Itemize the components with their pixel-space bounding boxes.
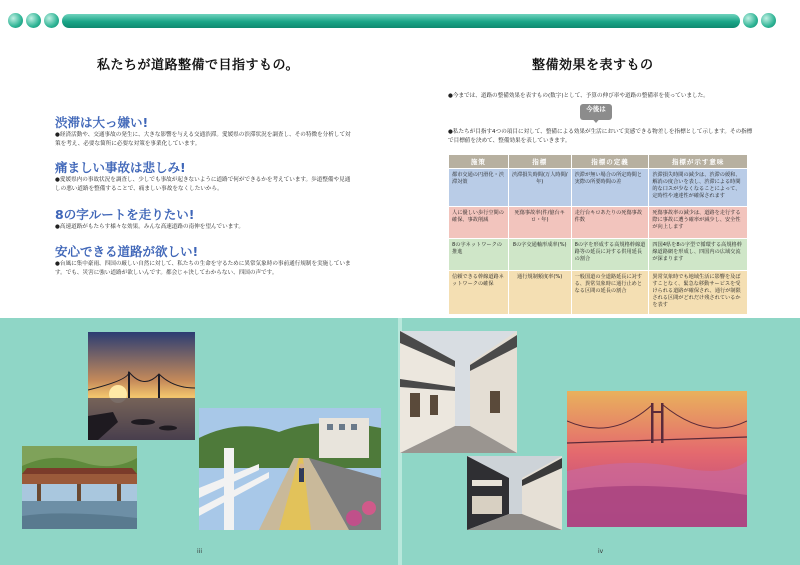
table-row bbox=[449, 169, 748, 207]
section-text-figure8-route: ●高速道路がもたらす様々な効果。みんな高速道路の南伸を望んでいます。 bbox=[55, 224, 245, 230]
old-town-street-photo bbox=[400, 331, 517, 453]
table-cell: 死傷事故率の減少は、道路を走行する際に事故に遭う確率が減少し、安全性が向上します bbox=[649, 207, 748, 239]
section-heading-accidents: 痛ましい事故は悲しみ! bbox=[55, 160, 186, 175]
misty-suspension-bridge-photo bbox=[567, 391, 747, 527]
table-header-indicator: 指標 bbox=[508, 155, 571, 169]
effectiveness-indicator-table bbox=[448, 154, 748, 315]
table-cell: 通行規制頻度率(%) bbox=[508, 271, 571, 315]
old-town-street-photo-2 bbox=[467, 456, 562, 530]
right-page-title: 整備効果を表すもの bbox=[532, 58, 654, 73]
table-cell: 四国4県を8の字型で循環する高規格幹線道路網を形成し、四国内の広域交流が深まります bbox=[649, 239, 748, 271]
header-decoration-bar bbox=[0, 0, 800, 36]
table-header-definition: 指標の定義 bbox=[571, 155, 649, 169]
table-cell: 渋滞損失時間の減少は、渋滞の緩和、解消の度合いを表し、渋滞による時間的な口スが少なくなることによって、定時性や速達性が確保されます bbox=[649, 169, 748, 207]
circle-ornament-icon bbox=[44, 13, 59, 28]
section-text-safe-roads: ●台風に集中豪雨、四国の厳しい自然に対して、私たちの生命を守るために異常気象時の事前通行規制を実施しています。でも、災害に強い道路が欲しいんです。都会じゃ決してわからない、四国の声です。 bbox=[55, 261, 351, 276]
section-text-accidents: ●愛媛県内の事故状況を調査し、少しでも事故が起きないように道路で何ができるかを考えています。歩道整備や見通しの悪い道路を整備することで、痛ましい事故をなくしたいから。 bbox=[55, 177, 351, 192]
table-header-measure: 施策 bbox=[449, 155, 509, 169]
intro-text: ●今までは、道路の整備効果を表すもの(数字)として、予算の伸び率や道路の整備率を使っていました。 bbox=[448, 93, 709, 99]
table-cell: 信頼できる幹線道路ネットワークの確保 bbox=[449, 271, 509, 315]
table-cell: 渋滞損失時間(万人時間/年) bbox=[508, 169, 571, 207]
table-cell: 走行台キロあたりの死傷事故件数 bbox=[571, 207, 649, 239]
table-row bbox=[449, 239, 748, 271]
table-header-meaning: 指標が示す意味 bbox=[649, 155, 748, 169]
page-number-right: iv bbox=[598, 548, 604, 555]
section-text-congestion: ●経済活動や、交通事故の発生に、大きな影響を与える交通渋滞。愛媛県の渋滞状況を調査し、その特徴を分析して対策を考え、必要な箇所に必要な対策を事業化しています。 bbox=[55, 132, 351, 147]
table-cell: 8の字を形成する高規格幹線道路等の延長に対する供用延長の割合 bbox=[571, 239, 649, 271]
circle-ornament-icon bbox=[761, 13, 776, 28]
table-cell: 人に優しい歩行空間の確保、事故削減 bbox=[449, 207, 509, 239]
table-cell: 8の字交通軸形成率(%) bbox=[508, 239, 571, 271]
table-cell: 都市交通の円滑化・渋滞対策 bbox=[449, 169, 509, 207]
left-page-title: 私たちが道路整備で目指すもの。 bbox=[97, 58, 299, 73]
wooden-bridge-photo bbox=[22, 446, 137, 529]
section-heading-figure8-route: 8の字ルートを走りたい! bbox=[55, 207, 195, 222]
table-cell: 死傷事故率(件/億台キロ・年) bbox=[508, 207, 571, 239]
table-cell: 渋滞が無い場合の所定時間と実際の所要時間の差 bbox=[571, 169, 649, 207]
table-cell: 一般国道の全道路延長に対する、異常気象時に通行止めとなる区間の延長の割合 bbox=[571, 271, 649, 315]
header-rule bbox=[62, 14, 740, 28]
future-badge: 今後は bbox=[580, 104, 612, 120]
table-cell: 8の字ネットワークの推進 bbox=[449, 239, 509, 271]
circle-ornament-icon bbox=[743, 13, 758, 28]
circle-ornament-icon bbox=[26, 13, 41, 28]
table-header-row bbox=[449, 155, 748, 169]
table-cell: 異常気象時でも地域生活に影響を及ぼすことなく、緊急な移動サービスを受けられる道路が確保され、通行が制限される区間がどれだけ残されているかを表す bbox=[649, 271, 748, 315]
intro-text-2: ●私たちが目指す4つの項目に対して、整備による効果が生活において実感できる物差しを指標として示します。その指標で目標値を決めて、整備効果を表していきます。 bbox=[448, 129, 753, 144]
section-heading-congestion: 渋滞は大っ嫌い! bbox=[55, 115, 149, 130]
sunset-bridge-photo bbox=[88, 332, 195, 440]
circle-ornament-icon bbox=[8, 13, 23, 28]
pedestrian-path-photo bbox=[199, 408, 381, 530]
page-number-left: iii bbox=[197, 548, 203, 555]
section-heading-safe-roads: 安心できる道路が欲しい! bbox=[55, 244, 199, 259]
table-row bbox=[449, 271, 748, 315]
table-row bbox=[449, 207, 748, 239]
